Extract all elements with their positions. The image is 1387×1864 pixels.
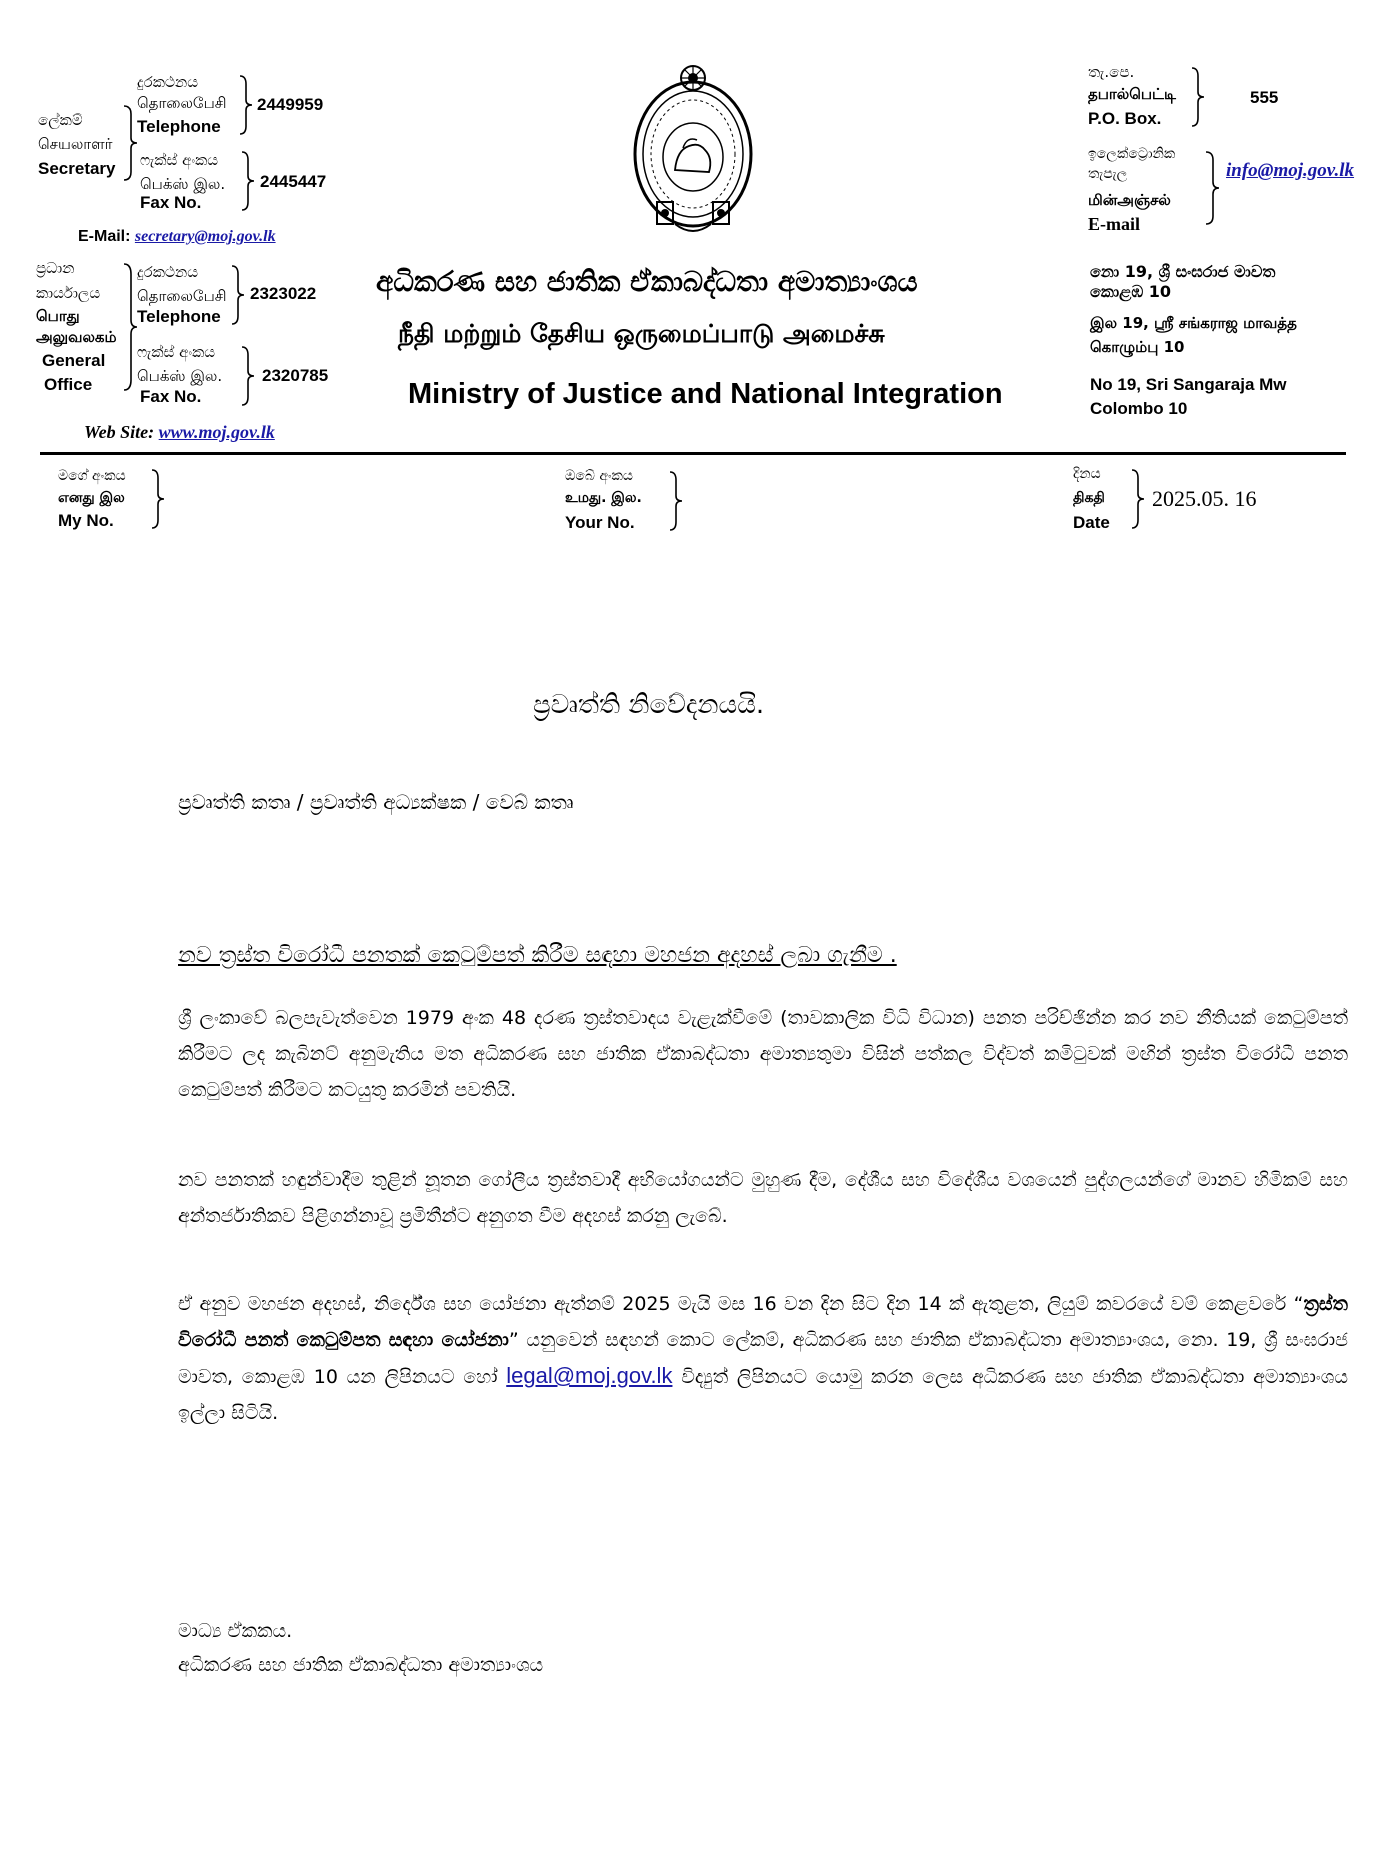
office-telephone-si: දුරකථනය [137,263,199,281]
office-label-ta-2: அலுவலகம் [36,328,117,346]
your-no-si: ඔබේ අංකය [565,468,633,484]
office-telephone-number: 2323022 [250,284,317,303]
secretary-fax-number: 2445447 [260,172,327,191]
signature-unit: මාධ්‍ය ඒකකය. [178,1620,293,1642]
office-fax-brace [240,345,258,407]
office-label-en-2: Office [44,375,93,394]
address-si-line1: නො 19, ශ්‍රී සංඝරාජ මාවත [1090,262,1276,281]
po-box-label-en: P.O. Box. [1088,109,1162,128]
paragraph-3-part-3: විද්‍යුත් ලිපිනයට යොමු කරන ලෙස අධිකරණ සහ ජාතික ඒකාබද්ධතා අමාත්‍යාංශය ඉල්ලා සිටියි. [178,1366,1348,1424]
date-value: 2025.05. 16 [1152,486,1257,511]
date-label-si: දිනය [1073,466,1101,482]
secretary-label-si: ලේකම් [38,111,83,129]
secretary-telephone-si: දුරකථනය [137,73,199,91]
national-emblem-icon [627,62,759,242]
body-paragraph-2: නව පනතක් හඳුන්වාදීම තුළින් නූතන ගෝලීය ත්‍රස්තවාදී අභියෝගයන්ට මුහුණ දීම, දේශීය සහ විදේශීය වශයෙන් පුද්ගලයන්ගේ මානව හිමිකම් සහ අන්තර්ජාතිකව පිළිගන්නාවූ ප්‍රමිතීන්ට අනුගත වීම අදහස් කරනු ලැබේ. [178,1169,1348,1227]
secretary-fax-en: Fax No. [140,193,202,212]
email-label-si-2: තැපැල [1088,166,1128,182]
secretary-email-row [78,228,276,246]
date-label-ta: திகதி [1073,490,1105,506]
address-en-line1: No 19, Sri Sangaraja Mw [1090,375,1287,394]
secretary-label-ta: செயலாளர் [38,135,113,153]
office-telephone-en: Telephone [137,307,221,326]
office-label-ta-1: பொது [36,307,80,325]
your-no-en: Your No. [565,513,635,532]
paragraph-3-part-2: ” යනුවෙන් සඳහන් කොට ලේකම්, අධිකරණ සහ ජාතික ඒකාබද්ධතා අමාත්‍යාංශය, නො. 19, ශ්‍රී සංඝරාජ මාවත, කොළඹ 10 යන ලිපිනයට හෝ [178,1329,1348,1388]
info-email-link[interactable]: info@moj.gov.lk [1226,160,1355,181]
address-ta-line2: கொழும்பு 10 [1090,338,1185,356]
date-label-en: Date [1073,513,1110,532]
secretary-fax-si: ෆැක්ස් අංකය [140,151,219,169]
subject-heading: නව ත්‍රස්ත විරෝධී පනතක් කෙටුම්පත් කිරීම සඳහා මහජන අදහස් ලබා ගැනීම . [178,943,897,968]
your-no-ta: உமது. இல. [565,490,642,506]
ministry-name-tamil: நீதி மற்றும் தேசிய ஒருமைப்பாடு அமைச்சு [398,319,885,348]
address-ta-line1: இல 19, ஸ்ரீ சங்கராஜ மாவத்த [1090,314,1297,332]
date-brace [1130,468,1148,530]
po-box-value: 555 [1250,88,1279,107]
body-paragraph-3 [178,1286,1348,1431]
ministry-name-english: Ministry of Justice and National Integration [408,378,1003,410]
email-label-si-1: ඉලෙක්ට්‍රොනික [1088,146,1176,162]
body-paragraph-1: ශ්‍රී ලංකාවේ බලපැවැත්වෙන 1979 අංක 48 දරණ ත්‍රස්තවාදය වැළැක්වීමේ (තාවකාලික විධි විධාන) පනත පරිච්ඡින්න කර නව නීතියක් කෙටුම්පත් කිරීමට ලද කැබිනට් අනුමැතිය මත අධිකරණ සහ ජාතික ඒකාබද්ධතා අමාත්‍යතුමා විසින් පත්කල විද්වත් කමිටුවක් මඟින් ත්‍රස්ත විරෝධී පනත කෙටුම්පත් කිරීමට කටයුතු කරමින් පවතියි. [178,1007,1348,1101]
secretary-label-en: Secretary [38,159,116,178]
email-label-en: E-mail [1088,214,1140,234]
office-label-si-1: ප්‍රධාන [36,259,75,277]
office-fax-en: Fax No. [140,387,202,406]
telephone-brace [238,74,256,136]
office-fax-si: ෆැක්ස් අංකය [137,343,216,361]
office-fax-ta: பெக்ஸ் இல. [137,367,223,385]
office-fax-number: 2320785 [262,366,329,385]
office-label-en-1: General [42,351,106,370]
website-label: Web Site: [84,422,155,442]
po-box-label-ta: தபால்பெட்டி [1088,85,1176,103]
signature-ministry: අධිකරණ සහ ජාතික ඒකාබද්ධතා අමාත්‍යාංශය [178,1654,544,1676]
fax-brace [240,150,258,212]
website-row [84,422,275,443]
my-no-ta: எனது இல [58,490,125,506]
my-no-en: My No. [58,511,114,530]
email-label-ta: மின்அஞ்சல் [1088,191,1171,209]
secretary-brace [122,104,140,182]
website-link[interactable]: www.moj.gov.lk [158,422,275,442]
address-en-line2: Colombo 10 [1090,399,1188,418]
paragraph-3-part-1: ඒ අනුව මහජන අදහස්, නිර්දේශ සහ යෝජනා ඇත්නම් 2025 මැයි මස 16 වන දින සිට දින 14 ක් ඇතුළත, ලියුම් කවරයේ වම් කෙළවරේ “ [178,1293,1304,1315]
secretary-email-link[interactable]: secretary@moj.gov.lk [134,228,276,245]
address-si-line2: කොළඹ 10 [1090,282,1172,301]
secretary-telephone-number: 2449959 [257,95,324,114]
ministry-name-sinhala: අධිකරණ සහ ජාතික ඒකාබද්ධතා අමාත්‍යාංශය [376,265,918,298]
header-divider [40,452,1346,455]
legal-email-link[interactable]: legal@moj.gov.lk [506,1363,673,1388]
secretary-telephone-en: Telephone [137,117,221,136]
paragraph-3-proposal-title: ත්‍රස්ත විරෝධී පනත් කෙටුම්පත සඳහා යෝජනා [178,1293,1348,1351]
my-no-si: මගේ අංකය [58,468,126,484]
press-release-title: ප්‍රවෘත්ති නිවේදනයයි. [533,690,765,720]
office-telephone-ta: தொலைபேசி [137,287,227,305]
secretary-email-label: E-Mail: [78,228,131,245]
recipients-line: ප්‍රවෘත්ති කතෘ / ප්‍රවෘත්ති අධ්‍යක්ෂක / වෙබ් කතෘ [178,790,574,814]
po-box-label-si: තැ.පෙ. [1088,63,1135,81]
secretary-telephone-ta: தொலைபேசி [137,94,227,112]
office-label-si-2: කාර්යාලය [36,284,101,302]
office-telephone-brace [230,264,248,326]
your-no-brace [668,470,686,532]
my-no-brace [150,468,168,530]
email-brace [1204,150,1222,226]
secretary-fax-ta: பெக்ஸ் இல. [140,175,226,193]
po-box-brace [1190,66,1208,128]
